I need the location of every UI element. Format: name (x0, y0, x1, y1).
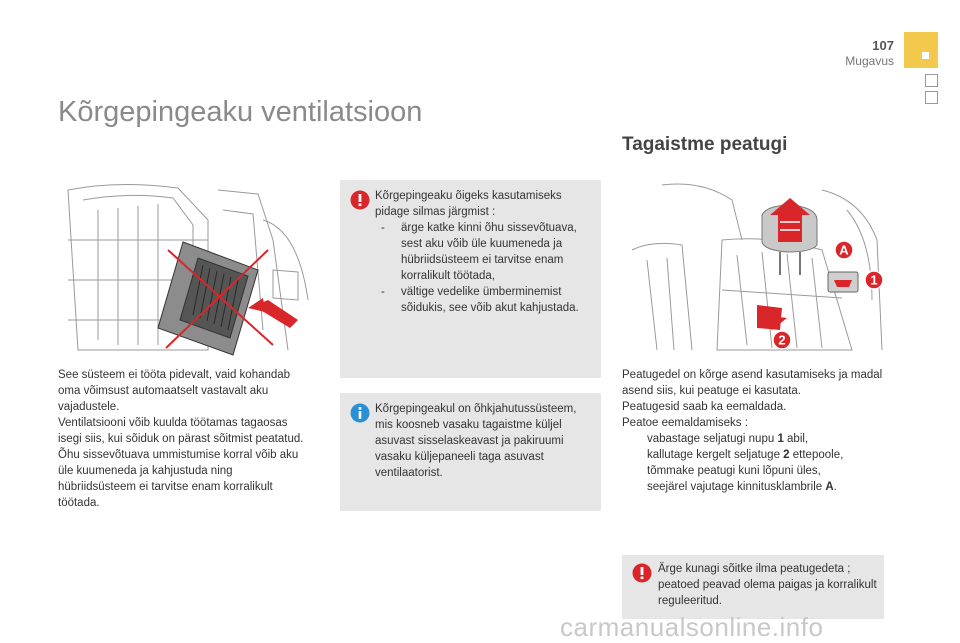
warning-text: Ärge kunagi sõitke ilma peatugedeta ; peatoed peavad olema paigas ja korralikult reguleeritud. (658, 563, 877, 607)
page-number: 107 (872, 38, 894, 53)
intro-text (58, 367, 313, 511)
chapter-tab-empty (925, 91, 938, 104)
list-item: kallutage kergelt seljatuge 2 ettepoole, (647, 449, 844, 461)
paragraph: See süsteem ei tööta pidevalt, vaid kohandab oma võimsust automaatselt vastavalt aku vajadustele. (58, 369, 291, 413)
list-item: vabastage seljatugi nupu 1 abil, (647, 433, 809, 445)
info-icon (350, 403, 370, 423)
watermark: carmanualsonline.info (560, 612, 824, 642)
paragraph: Ventilatsiooni võib kuulda töötamas tagaosas isegi siis, kui sõiduk on pärast sõitmist peatatud. (58, 417, 304, 445)
info-box (340, 393, 601, 511)
label-a: A (839, 242, 849, 258)
paragraph: Peatugesid saab ka eemaldada. (622, 401, 787, 413)
info-text: Kõrgepingeakul on õhkjahutussüsteem, mis koosneb vasaku tagaistme küljel asuvast sisselaskeavast ja pakiruumi vasaku küljepaneeli taga asuvast ventilaatorist. (375, 403, 577, 479)
paragraph: Õhu sissevõtuava ummistumise korral võib aku üle kuumeneda ja kahjustuda ning hübriidsüsteem ei tarvitse enam korralikult töötada. (58, 449, 299, 509)
warning-box (340, 180, 601, 378)
headrest-text (622, 367, 887, 495)
list-item: - vältige vedelike ümberminemist sõidukis, see võib akut kahjustada. (381, 286, 579, 314)
section-name: Mugavus (845, 54, 894, 68)
chapter-tab-empty (925, 74, 938, 87)
warning-icon (632, 563, 652, 583)
warning-intro: Kõrgepingeaku õigeks kasutamiseks pidage silmas järgmist : (375, 190, 562, 218)
label-2: 2 (778, 332, 786, 348)
list-item: seejärel vajutage kinnitusklambrile A. (647, 481, 837, 493)
chapter-tab (904, 32, 938, 68)
headrest-illustration (622, 180, 885, 358)
page-title: Kõrgepingeaku ventilatsioon (58, 96, 423, 128)
warning-icon (350, 190, 370, 210)
paragraph: Peatoe eemaldamiseks : (622, 417, 748, 429)
steps-list (622, 431, 887, 495)
warning-list (375, 220, 593, 316)
list-item: tõmmake peatugi kuni lõpuni üles, (647, 465, 821, 477)
list-item: - ärge katke kinni õhu sissevõtuava, sest aku võib üle kuumeneda ja hübriidsüsteem ei tarvitse enam korralikult töötada, (381, 222, 577, 282)
paragraph: Peatugedel on kõrge asend kasutamiseks ja madal asend siis, kui peatuge ei kasutata. (622, 369, 883, 397)
section-title: Tagaistme peatugi (622, 134, 788, 155)
label-1: 1 (870, 272, 878, 288)
headrest-warning-box (622, 555, 884, 619)
battery-intake-illustration (58, 180, 316, 358)
